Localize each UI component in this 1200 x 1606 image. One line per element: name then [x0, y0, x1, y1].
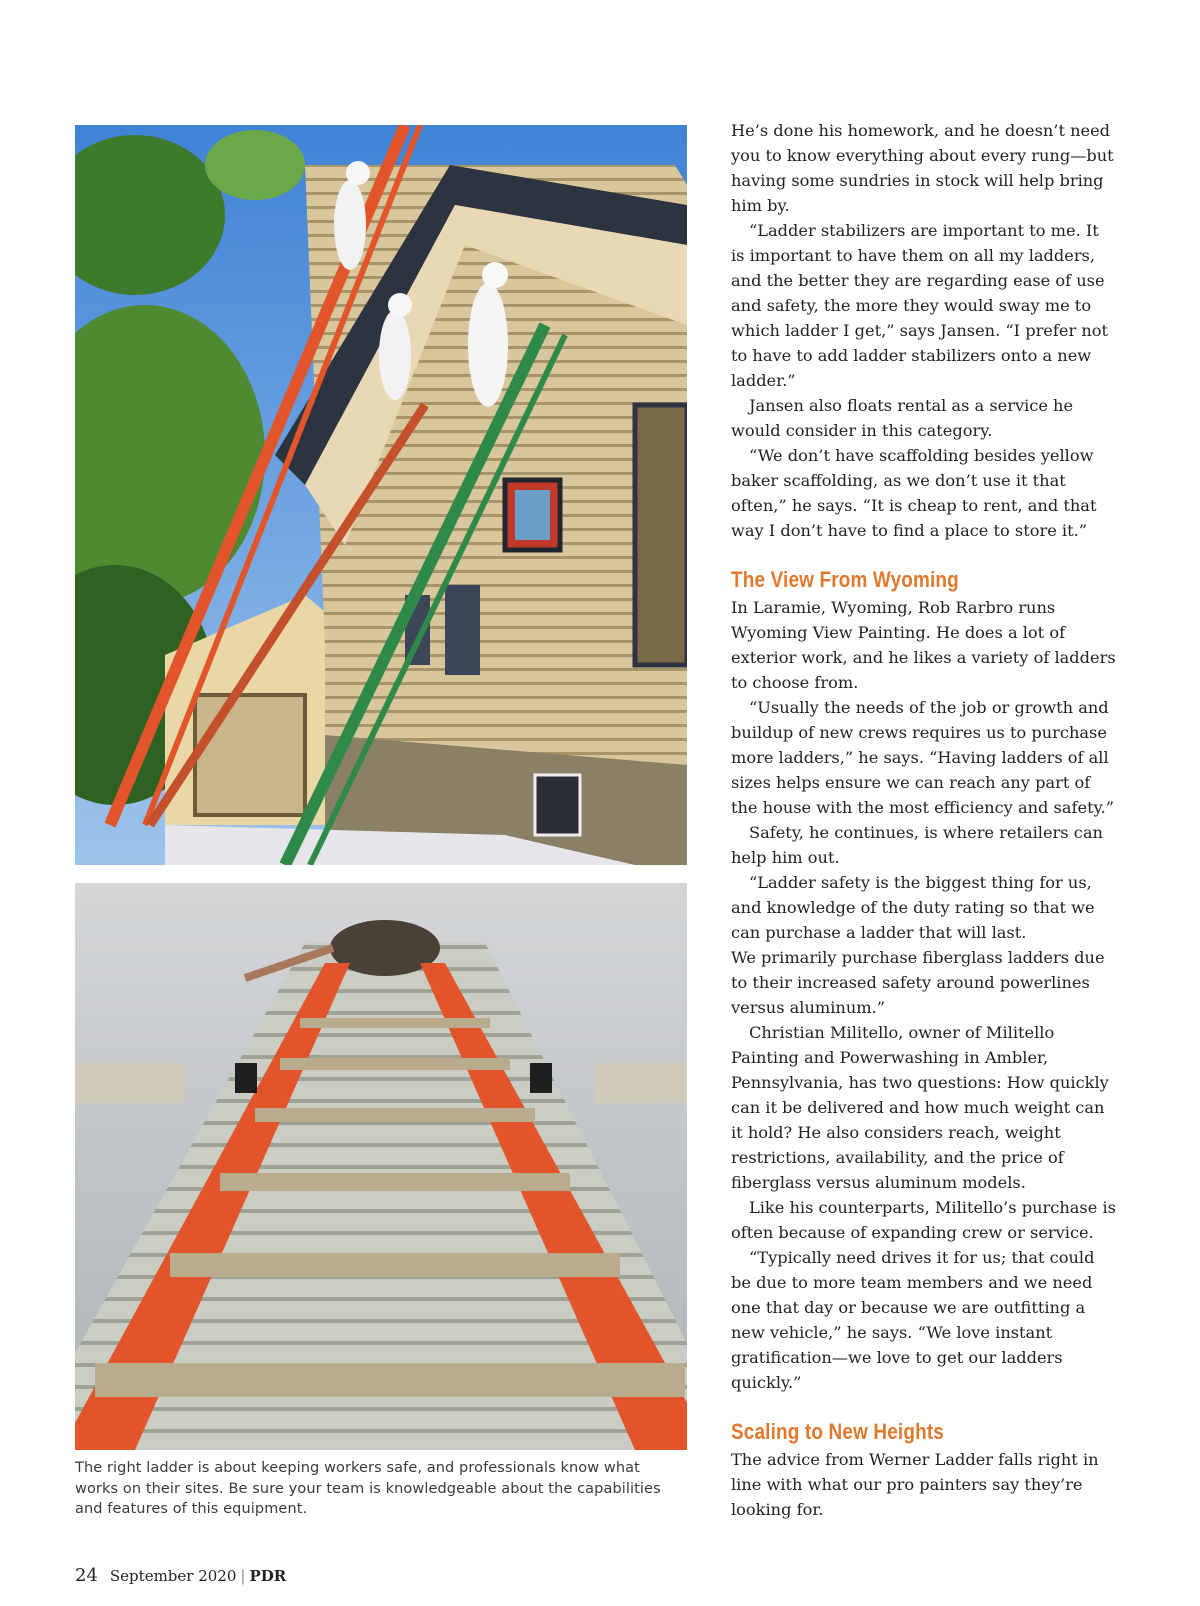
paragraph: “Ladder safety is the biggest thing for us, and knowledge of the duty rating so that we can purchase a ladder that will last.: [731, 873, 1095, 942]
article-column: [731, 118, 1116, 1522]
issue-date: September 2020: [109, 1567, 237, 1585]
paragraph: “Typically need drives it for us; that could be due to more team members and we need one that day or because we are outfitting a new vehicle,” he says. “We love instant gratification—we love to get our ladders quickly.”: [731, 1248, 1095, 1392]
paragraph: “Ladder stabilizers are important to me. It is important to have them on all my ladders, and the better they are regarding ease of use and safety, the more they would sway me to which ladder I get,” says Jansen. “I prefer not to have to add ladder stabilizers onto a new ladder.”: [731, 221, 1109, 390]
paragraph: Safety, he continues, is where retailers can help him out.: [731, 823, 1103, 867]
footer-separator: |: [240, 1567, 246, 1585]
section-heading-scaling: Scaling to New Heights: [731, 1419, 944, 1444]
magazine-name: PDR: [249, 1567, 287, 1585]
paragraph: The advice from Werner Ladder falls right in line with what our pro painters say they’re looking for.: [731, 1450, 1099, 1519]
paragraph: Christian Militello, owner of Militello Painting and Powerwashing in Ambler, Pennsylvania, has two questions: How quickly can it be delivered and how much weight can it hold? He also considers reach, weight restrictions, availability, and the price of fiberglass versus aluminum models.: [731, 1023, 1109, 1192]
photo-caption: The right ladder is about keeping workers safe, and professionals know what works on their sites. Be sure your team is knowledgeable about the capabilities and features of this equipment.: [75, 1460, 661, 1517]
paragraph: “Usually the needs of the job or growth and buildup of new crews requires us to purchase more ladders,” he says. “Having ladders of all sizes helps ensure we can reach any part of the house with the most efficiency and safety.”: [731, 698, 1114, 817]
paragraph: Like his counterparts, Militello’s purchase is often because of expanding crew or service.: [731, 1198, 1116, 1242]
paragraph: In Laramie, Wyoming, Rob Rarbro runs Wyoming View Painting. He does a lot of exterior work, and he likes a variety of ladders to choose from.: [731, 598, 1116, 692]
photo-painters-on-ladders: [75, 125, 687, 865]
page-footer: [75, 1565, 286, 1586]
section-heading-wyoming: The View From Wyoming: [731, 567, 959, 592]
paragraph: Jansen also floats rental as a service he would consider in this category.: [731, 396, 1074, 440]
photo-orange-ladder-upward-view: [75, 883, 687, 1450]
paragraph: “We don’t have scaffolding besides yellow baker scaffolding, as we don’t use it that often,” he says. “It is cheap to rent, and that way I don’t have to find a place to store it.”: [731, 446, 1097, 540]
paragraph: We primarily purchase fiberglass ladders due to their increased safety around powerlines versus aluminum.”: [731, 948, 1105, 1017]
page-number: 24: [75, 1565, 98, 1586]
paragraph: He’s done his homework, and he doesn’t need you to know everything about every rung—but having some sundries in stock will help bring him by.: [731, 121, 1114, 215]
